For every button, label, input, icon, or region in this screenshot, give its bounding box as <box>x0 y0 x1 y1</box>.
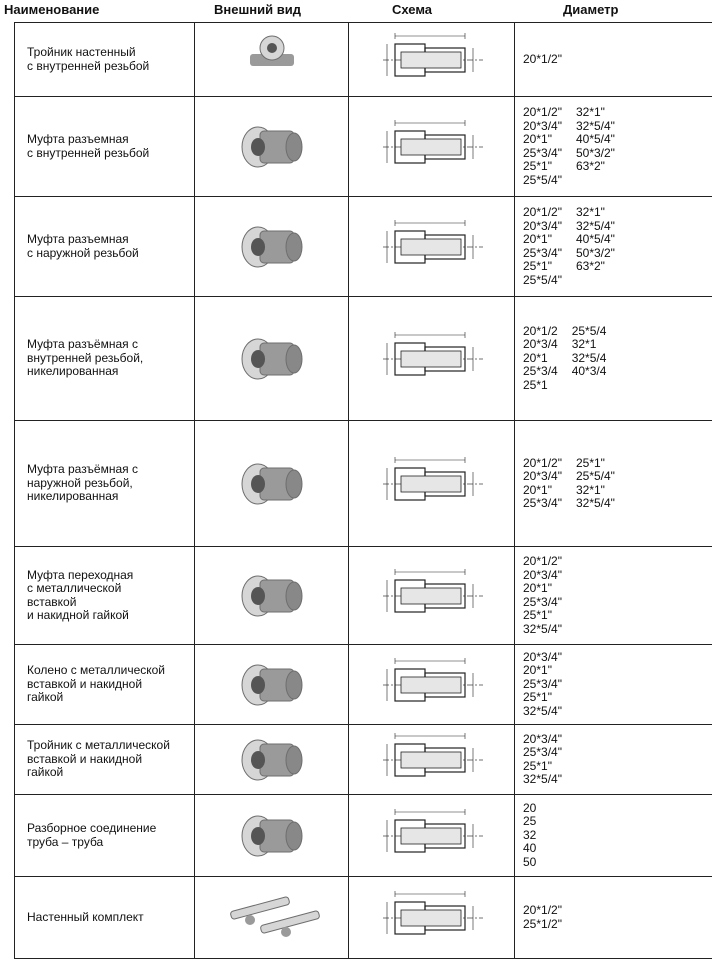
header-diameter: Диаметр <box>563 2 619 17</box>
product-name <box>15 645 195 725</box>
table-row <box>15 23 712 97</box>
fittings-table <box>14 22 712 959</box>
table-row <box>15 547 712 645</box>
product-name <box>15 23 195 97</box>
diameter-list: 20*1/2" 20*3/4" 20*1" 25*3/4" 25*1" 25*5/4" <box>523 205 562 287</box>
product-name <box>15 877 195 959</box>
diameter-list: 20*1/2" 25*1/2" <box>523 903 562 931</box>
table-row <box>15 725 712 795</box>
scheme-drawing <box>349 297 515 421</box>
diameter-cell <box>515 197 712 297</box>
wall-tee-fitting-photo <box>195 23 349 97</box>
product-name-text: Муфта разъемная с внутренней резьбой <box>27 132 150 160</box>
diameter-list: 20*1/2" 20*3/4" 20*1" 25*3/4" 25*1" 32*5/4" <box>523 554 562 636</box>
diameter-cell <box>515 23 712 97</box>
header-scheme: Схема <box>392 2 433 17</box>
product-name <box>15 547 195 645</box>
product-name <box>15 197 195 297</box>
diameter-list-2: 32*1" 32*5/4" 40*5/4" 50*3/2" 63*2" <box>575 105 615 173</box>
diameter-list: 20*3/4" 20*1" 25*3/4" 25*1" 32*5/4" <box>523 649 562 718</box>
diameter-list-2: 25*1" 25*5/4" 32*1" 32*5/4" <box>575 455 615 510</box>
header-appearance: Внешний вид <box>214 2 301 17</box>
product-name-text: Муфта переходная с металлической вставкой и накидной гайкой <box>27 567 134 622</box>
table-row <box>15 97 712 197</box>
table-row <box>15 421 712 547</box>
scheme-drawing <box>349 421 515 547</box>
diameter-cell <box>515 795 712 877</box>
product-name <box>15 297 195 421</box>
union-coupling-female-photo <box>195 97 349 197</box>
product-name-text: Муфта разъёмная с наружной резьбой, никелированная <box>27 462 138 504</box>
diameter-list: 20*1/2 20*3/4 20*1 25*3/4 25*1 <box>523 323 558 392</box>
scheme-drawing <box>349 645 515 725</box>
table-row <box>15 197 712 297</box>
diameter-cell <box>515 297 712 421</box>
diameter-list: 20*1/2" 20*3/4" 20*1" 25*3/4" <box>523 455 562 510</box>
table-header <box>0 0 712 22</box>
product-name-text: Муфта разъёмная с внутренней резьбой, никелированная <box>27 337 144 379</box>
diameter-list-2: 32*1" 32*5/4" 40*5/4" 50*3/2" 63*2" <box>575 205 615 273</box>
product-name-text: Тройник настенный с внутренней резьбой <box>27 45 150 73</box>
product-name-text: Колено с металлической вставкой и накидной гайкой <box>27 663 165 705</box>
diameter-cell <box>515 877 712 959</box>
product-name <box>15 725 195 795</box>
diameter-cell <box>515 97 712 197</box>
diameter-cell <box>515 645 712 725</box>
nickel-union-female-photo <box>195 297 349 421</box>
union-coupling-male-photo <box>195 197 349 297</box>
product-name-text: Разборное соединение труба – труба <box>27 821 157 849</box>
diameter-cell <box>515 421 712 547</box>
wall-kit-photo <box>195 877 349 959</box>
header-name: Наименование <box>4 2 100 17</box>
product-name <box>15 421 195 547</box>
product-name <box>15 795 195 877</box>
adapter-coupling-photo <box>195 547 349 645</box>
scheme-drawing <box>349 547 515 645</box>
table-row <box>15 795 712 877</box>
diameter-list: 20*1/2" 20*3/4" 20*1" 25*3/4" 25*1" 25*5/4" <box>523 105 562 187</box>
pipe-union-photo <box>195 795 349 877</box>
diameter-list: 20*1/2" <box>523 51 562 66</box>
scheme-drawing <box>349 197 515 297</box>
tee-fitting-photo <box>195 725 349 795</box>
product-name-text: Тройник с металлической вставкой и накидной гайкой <box>27 738 170 780</box>
diameter-cell <box>515 725 712 795</box>
diameter-list: 20 25 32 40 50 <box>523 800 537 869</box>
diameter-cell <box>515 547 712 645</box>
nickel-union-male-photo <box>195 421 349 547</box>
scheme-drawing <box>349 877 515 959</box>
table-row <box>15 645 712 725</box>
diameter-list: 20*3/4" 25*3/4" 25*1" 32*5/4" <box>523 731 562 786</box>
elbow-fitting-photo <box>195 645 349 725</box>
diameter-list-2: 25*5/4 32*1 32*5/4 40*3/4 <box>571 323 607 379</box>
table-row <box>15 877 712 959</box>
table-row <box>15 297 712 421</box>
product-name-text: Настенный комплект <box>27 909 144 924</box>
scheme-drawing <box>349 725 515 795</box>
scheme-drawing <box>349 795 515 877</box>
product-name <box>15 97 195 197</box>
scheme-drawing <box>349 97 515 197</box>
scheme-drawing <box>349 23 515 97</box>
product-name-text: Муфта разъемная с наружной резьбой <box>27 232 139 260</box>
